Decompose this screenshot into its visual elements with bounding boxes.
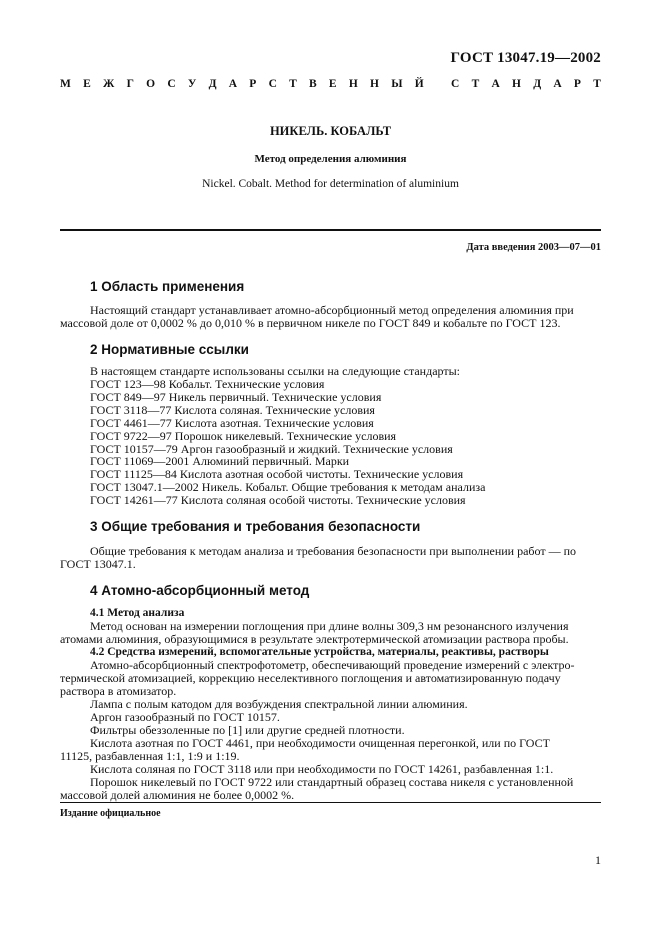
section-2-heading: 2 Нормативные ссылки: [90, 342, 249, 357]
subsection-4-2-text: [60, 659, 601, 802]
banner-letter: Н: [370, 78, 379, 90]
text-line: Общие требования к методам анализа и требования безопасности при выполнении работ — по: [90, 544, 577, 558]
document-subtitle: Метод определения алюминия: [254, 153, 407, 165]
text-line: Кислота азотная по ГОСТ 4461, при необходимости очищенная перегонкой, или по ГОСТ: [90, 736, 550, 750]
reference-item: ГОСТ 3118—77 Кислота соляная. Технические условия: [90, 402, 375, 417]
banner-letter: У: [187, 78, 197, 90]
text-line: термической атомизацией, коррекцию неселективного поглощения и автоматизированную подачу: [60, 671, 561, 685]
banner-letter: Е: [328, 78, 337, 90]
banner-letter: С: [268, 78, 277, 90]
text-line: ГОСТ 13047.1.: [60, 557, 136, 571]
banner-letter: Ы: [391, 78, 403, 90]
text-line: Аргон газообразный по ГОСТ 10157.: [90, 710, 280, 724]
banner-letter: Т: [593, 78, 601, 90]
banner-letter: Д: [533, 78, 542, 90]
banner-letter: А: [228, 78, 238, 90]
banner-letter: Р: [249, 78, 257, 90]
banner-letter: Г: [126, 78, 134, 90]
reference-item: ГОСТ 13047.1—2002 Никель. Кобальт. Общие требования к методам анализа: [90, 480, 486, 495]
top-divider: [60, 229, 601, 231]
english-title: Nickel. Cobalt. Method for determination of aluminium: [202, 178, 459, 190]
banner-letter: Т: [289, 78, 297, 90]
text-line: Порошок никелевый по ГОСТ 9722 или стандартный образец состава никеля с установленной: [90, 775, 574, 789]
section-1-text: [60, 304, 601, 330]
text-line: Метод основан на измерении поглощения при длине волны 309,3 нм резонансного излучения: [90, 619, 569, 633]
reference-item: ГОСТ 849—97 Никель первичный. Технические условия: [90, 389, 382, 404]
reference-item: ГОСТ 11125—84 Кислота азотная особой чистоты. Технические условия: [90, 467, 464, 482]
banner-letter: Н: [512, 78, 521, 90]
text-line: Лампа с полым катодом для возбуждения спектральной линии алюминия.: [90, 697, 468, 711]
standard-code: ГОСТ 13047.19—2002: [450, 50, 601, 66]
text-line: Кислота соляная по ГОСТ 3118 или при необходимости по ГОСТ 14261, разбавленная 1:1.: [90, 762, 554, 776]
reference-list: [90, 378, 485, 507]
banner-letter: Н: [348, 78, 358, 90]
section-1-heading: 1 Область применения: [90, 279, 245, 294]
banner-letter: А: [491, 78, 500, 90]
banner-letter: М: [60, 78, 71, 90]
bottom-divider: [60, 802, 601, 803]
banner-letter: В: [309, 78, 317, 90]
text-line: Атомно-абсорбционный спектрофотометр, обеспечивающий проведение измерений с электро-: [90, 658, 575, 672]
section-3-heading: 3 Общие требования и требования безопасности: [90, 519, 421, 534]
page-number: 1: [595, 853, 601, 867]
banner-letter: Ж: [103, 78, 115, 90]
banner-letter: Т: [471, 78, 480, 90]
official-edition-label: Издание официальное: [60, 808, 161, 819]
section-4-heading: 4 Атомно-абсорбционный метод: [90, 583, 310, 598]
reference-item: ГОСТ 4461—77 Кислота азотная. Технические условия: [90, 415, 374, 430]
reference-item: ГОСТ 9722—97 Порошок никелевый. Технические условия: [90, 428, 397, 443]
text-line: раствора в атомизатор.: [60, 684, 177, 698]
reference-item: ГОСТ 14261—77 Кислота соляная особой чистоты. Технические условия: [90, 493, 466, 508]
section-3-text: [60, 545, 601, 571]
subsection-4-2-heading: 4.2 Средства измерений, вспомогательные устройства, материалы, реактивы, растворы: [90, 646, 549, 658]
effective-date: Дата введения 2003—07—01: [466, 242, 601, 253]
banner-letter: Й: [414, 78, 424, 90]
interstate-standard-banner: [60, 78, 601, 90]
banner-letter: О: [146, 78, 156, 90]
banner-letter: А: [553, 78, 562, 90]
text-line: массовой долей алюминия не более 0,0002 %.: [60, 788, 295, 802]
banner-letter: Р: [573, 78, 581, 90]
reference-item: ГОСТ 10157—79 Аргон газообразный и жидкий. Технические условия: [90, 441, 453, 456]
reference-item: ГОСТ 11069—2001 Алюминий первичный. Марки: [90, 454, 350, 469]
subsection-4-1-text: [60, 620, 601, 646]
banner-gap: [436, 78, 439, 90]
text-line: атомами алюминия, образующимися в результате электротермической атомизации раствора пробы.: [60, 632, 569, 646]
text-line: Настоящий стандарт устанавливает атомно-абсорбционный метод определения алюминия при: [90, 303, 574, 317]
banner-letter: Д: [208, 78, 217, 90]
text-line: 11125, разбавленная 1:1, 1:9 и 1:19.: [60, 749, 240, 763]
banner-letter: Е: [83, 78, 91, 90]
text-line: Фильтры обеззоленные по [1] или другие средней плотности.: [90, 723, 405, 737]
banner-letter: С: [167, 78, 176, 90]
subsection-4-1-heading: 4.1 Метод анализа: [90, 607, 185, 619]
reference-item: ГОСТ 123—98 Кобальт. Технические условия: [90, 377, 325, 391]
banner-letter: С: [451, 78, 460, 90]
text-line: В настоящем стандарте использованы ссылки на следующие стандарты:: [90, 364, 461, 378]
text-line: массовой доле от 0,0002 % до 0,010 % в первичном никеле по ГОСТ 849 и кобальте по ГОСТ 123.: [60, 316, 561, 330]
document-title: НИКЕЛЬ. КОБАЛЬТ: [269, 124, 392, 138]
